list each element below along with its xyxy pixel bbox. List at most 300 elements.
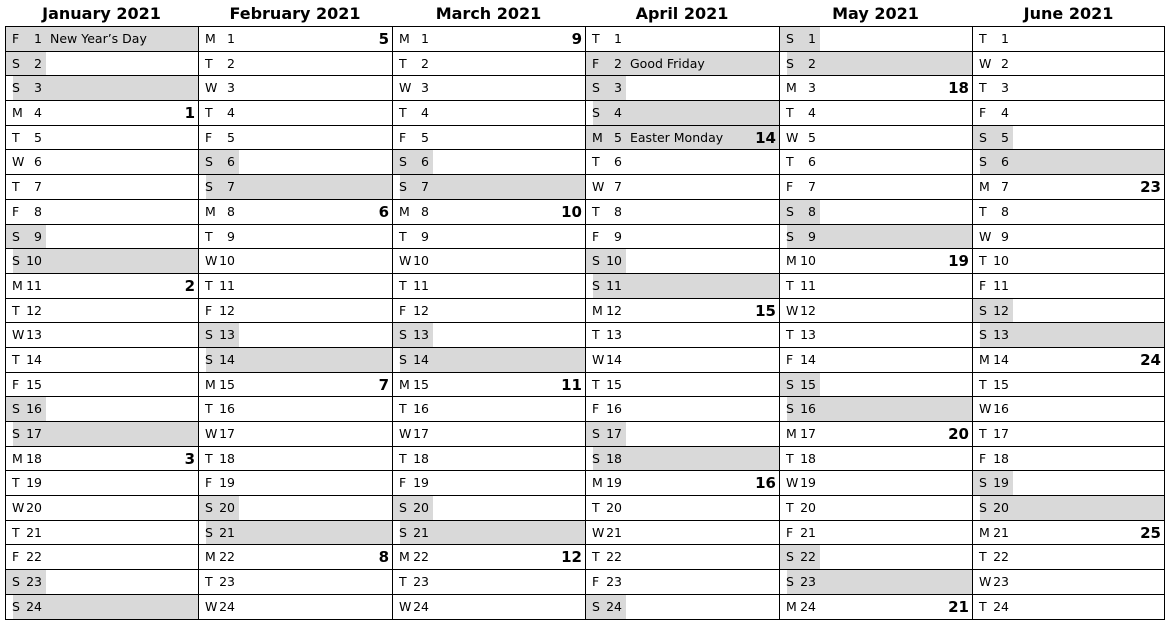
day-number: 11 [413, 277, 429, 293]
day-number: 24 [800, 598, 816, 614]
day-row [779, 101, 972, 126]
day-row [585, 422, 779, 447]
day-row [392, 76, 585, 101]
day-number: 8 [614, 203, 622, 219]
day-number: 20 [413, 500, 429, 516]
day-of-week: W [12, 500, 25, 516]
day-of-week: T [399, 401, 407, 417]
day-number: 5 [1001, 129, 1009, 145]
day-of-week: T [399, 105, 407, 121]
day-row [585, 595, 779, 620]
holiday-label: New Year’s Day [50, 31, 147, 46]
day-row [972, 422, 1165, 447]
day-number: 15 [219, 376, 235, 392]
day-number: 6 [421, 154, 429, 170]
day-of-week: F [592, 228, 600, 244]
day-row [779, 299, 972, 324]
day-row [392, 595, 585, 620]
day-number: 20 [993, 500, 1009, 516]
day-of-week: S [12, 598, 20, 614]
day-row [198, 323, 392, 348]
day-of-week: S [12, 426, 20, 441]
day-row [972, 299, 1165, 324]
week-number: 19 [948, 252, 969, 271]
day-number: 17 [606, 426, 622, 441]
day-number: 9 [421, 228, 429, 244]
day-row [392, 225, 585, 250]
week-number: 10 [561, 202, 582, 221]
week-number: 23 [1140, 178, 1161, 197]
day-row [779, 373, 972, 398]
day-number: 18 [606, 450, 622, 466]
day-number: 1 [227, 31, 235, 46]
day-row [585, 373, 779, 398]
day-number: 24 [219, 598, 235, 614]
day-row [392, 471, 585, 496]
day-row [585, 496, 779, 521]
day-of-week: F [786, 351, 794, 367]
day-row [972, 200, 1165, 225]
day-of-week: T [786, 154, 794, 170]
day-row [5, 348, 198, 373]
day-number: 8 [34, 203, 42, 219]
day-of-week: W [205, 253, 218, 269]
day-number: 11 [219, 277, 235, 293]
day-row [585, 521, 779, 546]
day-of-week: M [205, 203, 216, 219]
day-row [5, 447, 198, 472]
day-number: 4 [614, 105, 622, 121]
day-number: 5 [421, 129, 429, 145]
day-of-week: S [12, 228, 20, 244]
day-number: 21 [26, 524, 42, 540]
day-row [198, 126, 392, 151]
month-title: March 2021 [435, 4, 542, 23]
day-of-week: S [592, 253, 600, 269]
day-of-week: W [399, 426, 412, 441]
day-row [585, 348, 779, 373]
day-number: 22 [993, 549, 1009, 565]
day-row [585, 126, 779, 151]
day-row [972, 521, 1165, 546]
day-of-week: S [786, 401, 794, 417]
day-of-week: F [979, 105, 987, 121]
day-row [779, 323, 972, 348]
day-row [972, 397, 1165, 422]
day-number: 14 [413, 351, 429, 367]
day-row [779, 249, 972, 274]
day-number: 8 [421, 203, 429, 219]
day-row [392, 175, 585, 200]
day-number: 13 [26, 327, 42, 343]
day-of-week: M [205, 376, 216, 392]
day-number: 19 [800, 475, 816, 491]
day-number: 10 [800, 253, 816, 269]
day-number: 8 [808, 203, 816, 219]
day-number: 3 [1001, 80, 1009, 96]
week-number: 6 [378, 202, 389, 221]
day-number: 1 [34, 31, 42, 46]
day-row [585, 27, 779, 52]
day-row [392, 323, 585, 348]
day-of-week: S [205, 351, 213, 367]
day-number: 24 [993, 598, 1009, 614]
day-of-week: F [786, 524, 794, 540]
week-number: 12 [561, 548, 582, 567]
day-number: 17 [800, 426, 816, 441]
day-of-week: F [979, 277, 987, 293]
day-row [5, 496, 198, 521]
day-number: 23 [413, 574, 429, 590]
day-number: 19 [26, 475, 42, 491]
day-of-week: T [205, 228, 213, 244]
day-row [198, 595, 392, 620]
day-of-week: W [592, 524, 605, 540]
day-of-week: S [12, 401, 20, 417]
day-number: 21 [606, 524, 622, 540]
month-column [392, 0, 585, 630]
day-number: 5 [808, 129, 816, 145]
day-number: 8 [1001, 203, 1009, 219]
day-of-week: F [399, 302, 407, 318]
day-row [5, 101, 198, 126]
week-number: 16 [755, 474, 776, 493]
day-of-week: F [786, 179, 794, 195]
week-number: 25 [1140, 523, 1161, 542]
day-number: 20 [219, 500, 235, 516]
day-of-week: T [979, 376, 987, 392]
day-row [198, 471, 392, 496]
day-number: 24 [26, 598, 42, 614]
day-row [585, 299, 779, 324]
week-number: 14 [755, 128, 776, 147]
day-of-week: W [205, 426, 218, 441]
day-row [5, 570, 198, 595]
month-title: February 2021 [229, 4, 361, 23]
day-row [198, 249, 392, 274]
day-row [972, 249, 1165, 274]
day-of-week: W [979, 574, 992, 590]
day-row [392, 521, 585, 546]
day-of-week: S [205, 327, 213, 343]
day-number: 6 [227, 154, 235, 170]
day-number: 19 [413, 475, 429, 491]
day-row [392, 101, 585, 126]
day-of-week: T [592, 203, 600, 219]
day-of-week: S [979, 302, 987, 318]
day-row [972, 323, 1165, 348]
day-row [779, 447, 972, 472]
day-row [5, 521, 198, 546]
day-of-week: T [979, 80, 987, 96]
day-row [5, 471, 198, 496]
day-row [779, 595, 972, 620]
day-number: 12 [219, 302, 235, 318]
day-row [972, 27, 1165, 52]
day-number: 23 [993, 574, 1009, 590]
day-row [5, 52, 198, 77]
day-number: 16 [800, 401, 816, 417]
day-number: 11 [606, 277, 622, 293]
day-number: 1 [1001, 31, 1009, 46]
day-of-week: F [399, 475, 407, 491]
day-number: 20 [800, 500, 816, 516]
day-row [972, 101, 1165, 126]
day-of-week: M [786, 80, 797, 96]
day-row [198, 27, 392, 52]
day-row [585, 150, 779, 175]
day-of-week: S [592, 450, 600, 466]
day-number: 21 [219, 524, 235, 540]
month-title: May 2021 [832, 4, 919, 23]
day-row [392, 27, 585, 52]
day-row [585, 52, 779, 77]
day-row [392, 299, 585, 324]
month-title: January 2021 [42, 4, 161, 23]
day-of-week: S [12, 253, 20, 269]
day-number: 10 [993, 253, 1009, 269]
day-row [198, 447, 392, 472]
day-of-week: W [979, 55, 992, 71]
day-row [779, 200, 972, 225]
week-number: 2 [184, 276, 195, 295]
day-number: 7 [1001, 179, 1009, 195]
day-of-week: S [205, 500, 213, 516]
day-number: 17 [413, 426, 429, 441]
day-number: 13 [800, 327, 816, 343]
day-row [392, 422, 585, 447]
day-number: 23 [26, 574, 42, 590]
day-row [198, 274, 392, 299]
day-row [972, 373, 1165, 398]
day-row [198, 225, 392, 250]
day-of-week: W [786, 129, 799, 145]
day-row [585, 570, 779, 595]
day-row [779, 397, 972, 422]
day-number: 2 [227, 55, 235, 71]
day-of-week: S [979, 500, 987, 516]
day-of-week: W [399, 80, 412, 96]
day-row [779, 471, 972, 496]
day-number: 15 [26, 376, 42, 392]
day-row [392, 545, 585, 570]
week-number: 24 [1140, 350, 1161, 369]
day-row [5, 200, 198, 225]
day-row [5, 27, 198, 52]
day-number: 6 [1001, 154, 1009, 170]
day-row [585, 471, 779, 496]
day-of-week: T [592, 376, 600, 392]
day-number: 2 [614, 55, 622, 71]
day-row [5, 274, 198, 299]
day-number: 14 [993, 351, 1009, 367]
day-of-week: S [12, 55, 20, 71]
day-number: 9 [614, 228, 622, 244]
day-number: 21 [993, 524, 1009, 540]
day-row [779, 348, 972, 373]
day-of-week: T [786, 327, 794, 343]
day-list [972, 26, 1165, 620]
day-of-week: W [979, 228, 992, 244]
day-of-week: S [399, 524, 407, 540]
day-of-week: S [786, 55, 794, 71]
day-number: 7 [227, 179, 235, 195]
day-number: 21 [800, 524, 816, 540]
day-of-week: T [979, 598, 987, 614]
day-row [5, 150, 198, 175]
day-row [392, 373, 585, 398]
day-number: 9 [227, 228, 235, 244]
day-of-week: W [205, 80, 218, 96]
day-row [779, 126, 972, 151]
day-row [392, 126, 585, 151]
day-row [779, 27, 972, 52]
day-row [779, 570, 972, 595]
day-of-week: F [592, 55, 600, 71]
day-of-week: M [399, 203, 410, 219]
day-of-week: S [205, 154, 213, 170]
day-of-week: S [592, 277, 600, 293]
day-of-week: M [12, 277, 23, 293]
day-number: 20 [26, 500, 42, 516]
day-of-week: T [399, 574, 407, 590]
day-number: 2 [1001, 55, 1009, 71]
day-of-week: M [592, 129, 603, 145]
day-of-week: T [786, 105, 794, 121]
day-row [585, 274, 779, 299]
day-of-week: S [979, 129, 987, 145]
week-number: 21 [948, 597, 969, 616]
day-number: 7 [421, 179, 429, 195]
day-number: 23 [800, 574, 816, 590]
day-row [5, 76, 198, 101]
day-number: 2 [421, 55, 429, 71]
week-number: 5 [378, 30, 389, 48]
day-of-week: M [399, 31, 410, 46]
day-number: 14 [219, 351, 235, 367]
day-number: 7 [808, 179, 816, 195]
day-of-week: T [399, 228, 407, 244]
day-number: 18 [413, 450, 429, 466]
day-of-week: W [399, 598, 412, 614]
day-number: 15 [606, 376, 622, 392]
day-of-week: T [979, 549, 987, 565]
day-number: 22 [219, 549, 235, 565]
day-list [585, 26, 779, 620]
day-list [198, 26, 392, 620]
day-row [392, 570, 585, 595]
day-row [972, 150, 1165, 175]
day-number: 1 [421, 31, 429, 46]
day-of-week: W [592, 351, 605, 367]
day-number: 19 [993, 475, 1009, 491]
month-title: April 2021 [635, 4, 729, 23]
day-of-week: T [399, 55, 407, 71]
holiday-label: Easter Monday [630, 129, 724, 145]
day-row [5, 373, 198, 398]
day-number: 12 [413, 302, 429, 318]
day-row [392, 52, 585, 77]
day-row [198, 200, 392, 225]
day-of-week: S [979, 475, 987, 491]
day-number: 9 [808, 228, 816, 244]
day-of-week: W [12, 154, 25, 170]
day-number: 13 [993, 327, 1009, 343]
day-of-week: S [592, 426, 600, 441]
day-number: 3 [227, 80, 235, 96]
day-of-week: T [592, 327, 600, 343]
day-row [392, 274, 585, 299]
day-number: 18 [800, 450, 816, 466]
day-of-week: W [12, 327, 25, 343]
day-of-week: M [979, 179, 990, 195]
day-list [5, 26, 198, 620]
day-of-week: S [786, 228, 794, 244]
day-number: 4 [421, 105, 429, 121]
day-number: 1 [808, 31, 816, 46]
day-number: 5 [227, 129, 235, 145]
day-number: 19 [606, 475, 622, 491]
day-of-week: S [399, 179, 407, 195]
day-row [198, 545, 392, 570]
week-number: 8 [378, 548, 389, 567]
day-of-week: T [592, 549, 600, 565]
day-of-week: M [399, 549, 410, 565]
day-row [5, 323, 198, 348]
day-of-week: M [592, 475, 603, 491]
day-of-week: T [979, 31, 987, 46]
day-row [972, 274, 1165, 299]
day-number: 15 [413, 376, 429, 392]
day-row [5, 249, 198, 274]
day-number: 7 [614, 179, 622, 195]
day-row [972, 52, 1165, 77]
week-number: 18 [948, 79, 969, 98]
day-number: 19 [219, 475, 235, 491]
day-of-week: F [12, 549, 20, 565]
day-number: 11 [800, 277, 816, 293]
day-of-week: F [592, 401, 600, 417]
day-number: 12 [606, 302, 622, 318]
day-of-week: M [786, 426, 797, 441]
day-row [5, 422, 198, 447]
day-of-week: T [205, 574, 213, 590]
day-row [198, 373, 392, 398]
day-row [5, 397, 198, 422]
day-row [5, 595, 198, 620]
day-row [392, 447, 585, 472]
day-row [198, 521, 392, 546]
day-of-week: S [592, 80, 600, 96]
day-row [779, 422, 972, 447]
day-row [779, 496, 972, 521]
day-of-week: S [12, 80, 20, 96]
month-column [779, 0, 972, 630]
day-row [972, 447, 1165, 472]
day-row [585, 101, 779, 126]
month-title: June 2021 [1023, 4, 1114, 23]
day-row [972, 348, 1165, 373]
day-row [198, 101, 392, 126]
day-number: 2 [34, 55, 42, 71]
day-of-week: S [786, 574, 794, 590]
day-number: 17 [993, 426, 1009, 441]
day-of-week: W [205, 598, 218, 614]
day-row [585, 76, 779, 101]
day-row [972, 545, 1165, 570]
day-number: 10 [26, 253, 42, 269]
week-number: 9 [571, 30, 582, 48]
